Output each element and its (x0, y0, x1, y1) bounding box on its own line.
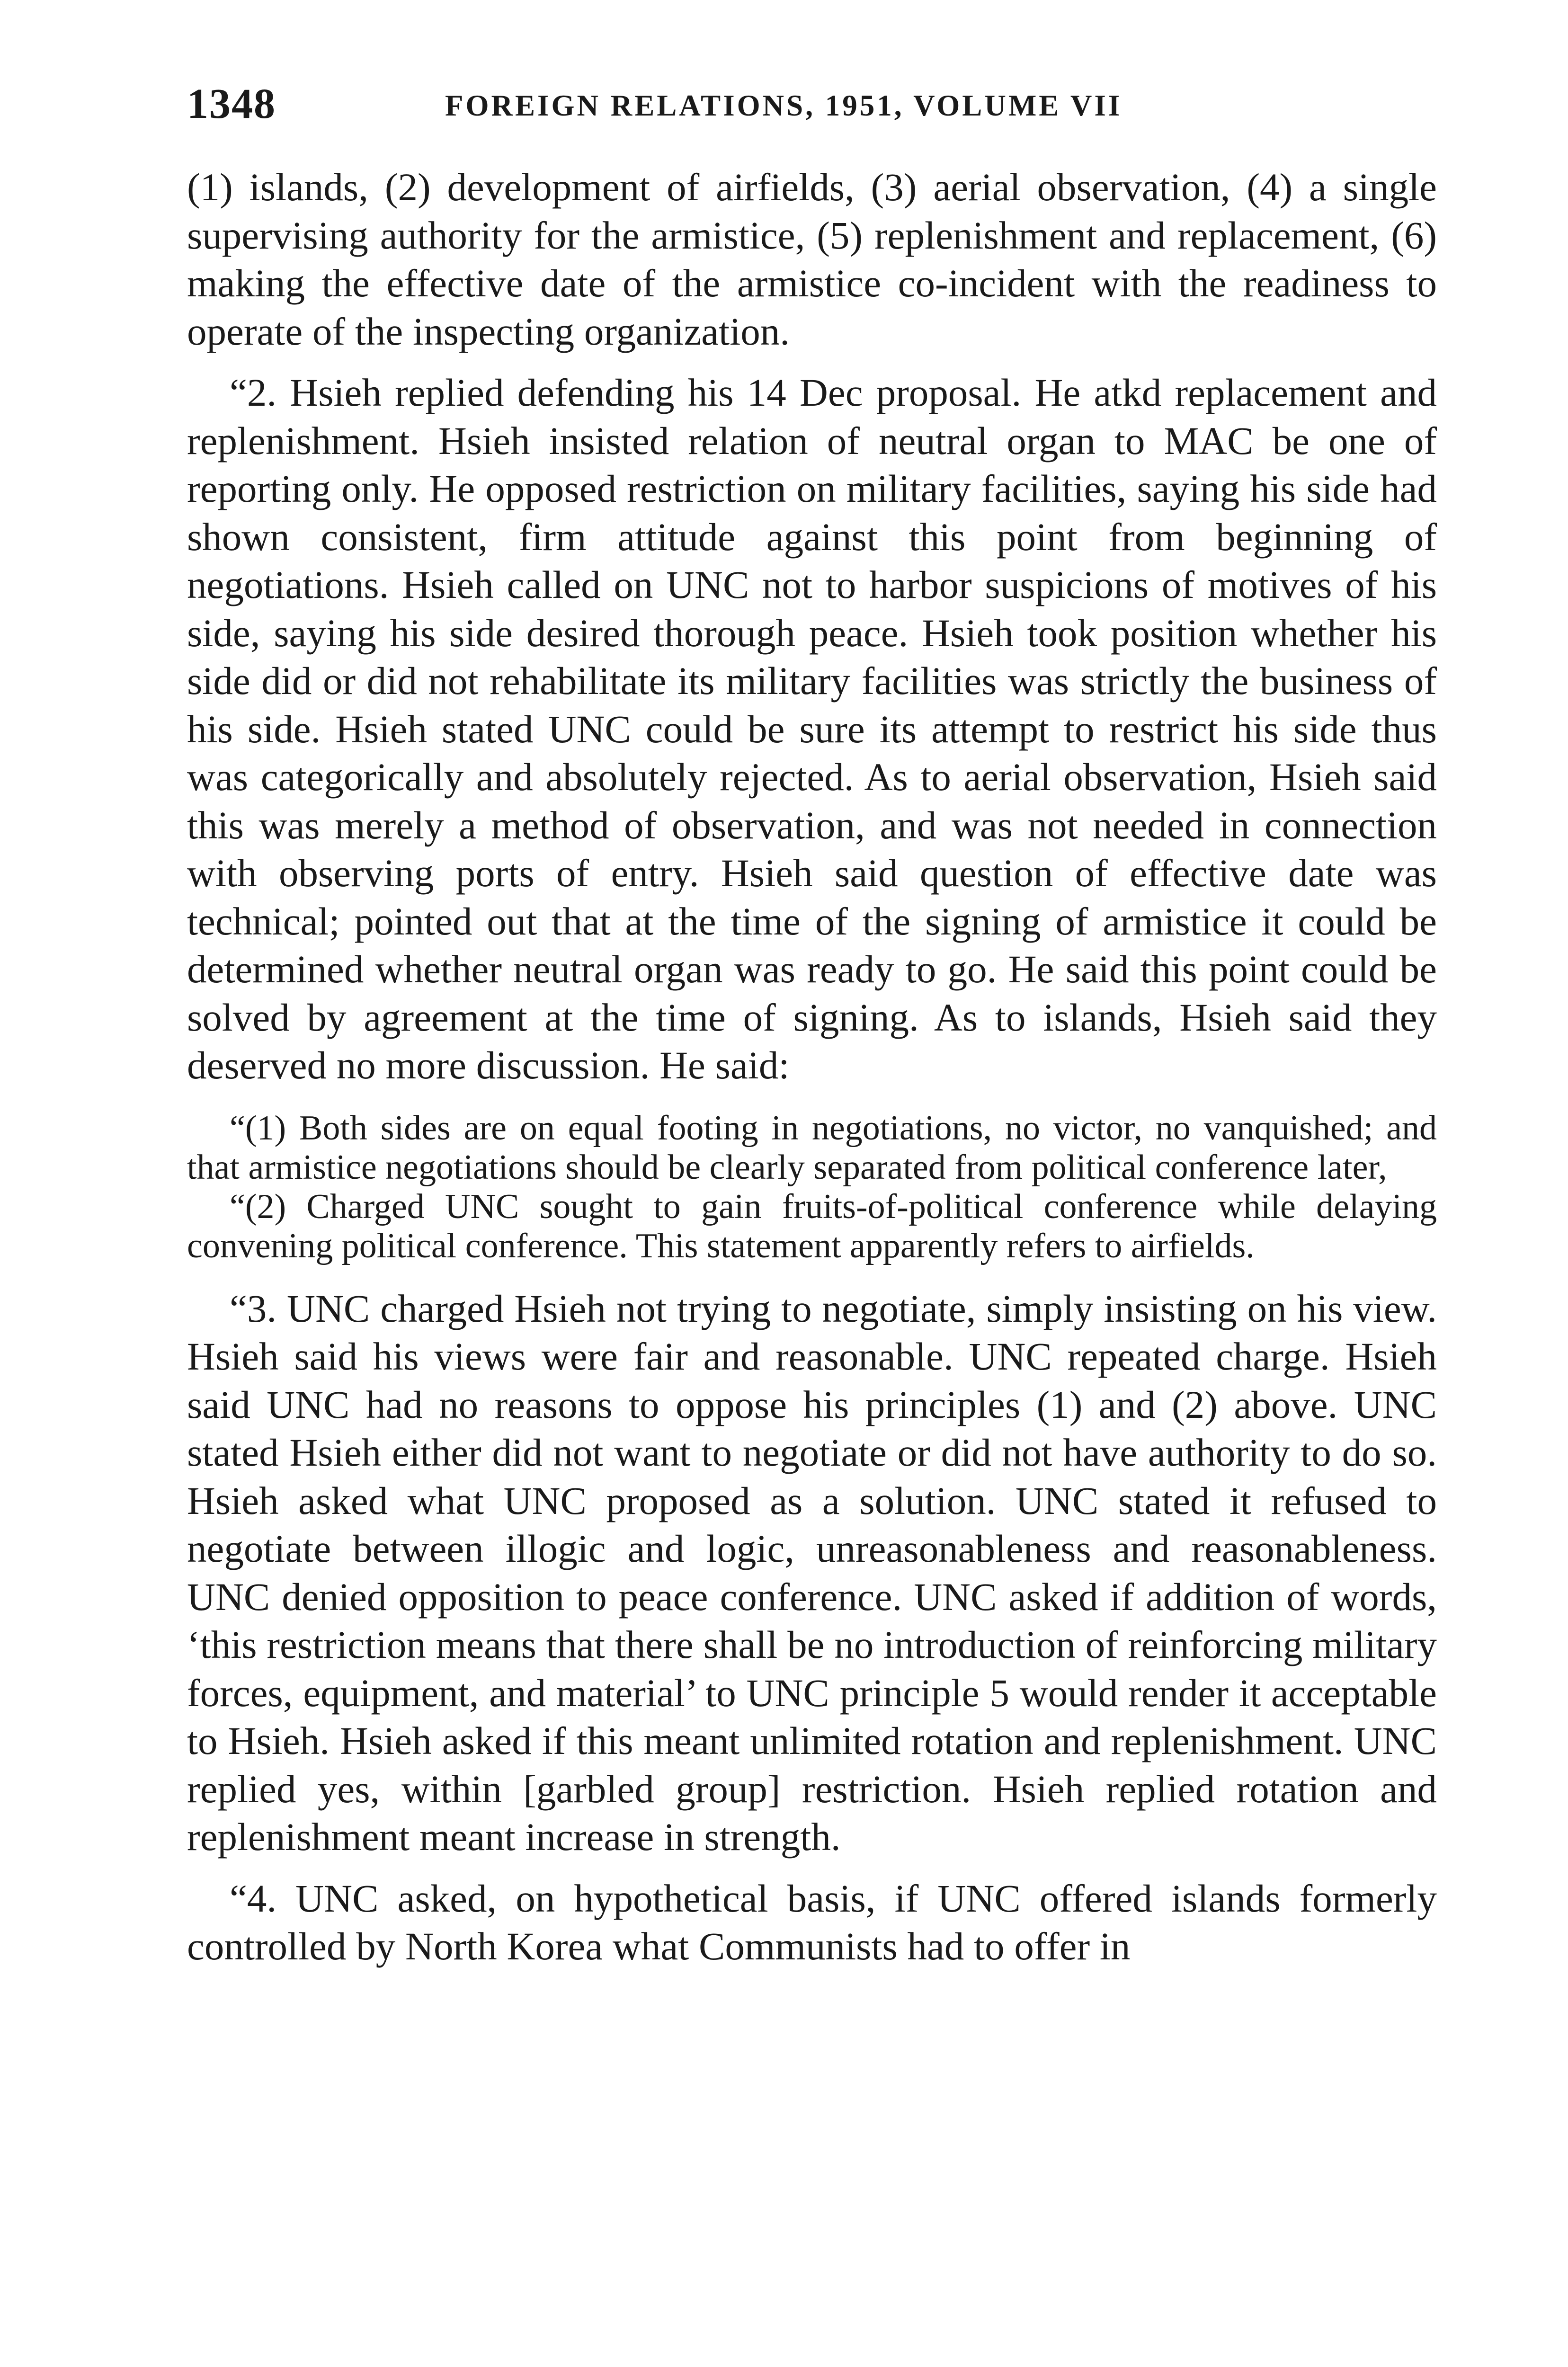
running-title: FOREIGN RELATIONS, 1951, VOLUME VII (445, 89, 1123, 122)
paragraph-gap (187, 1090, 1437, 1109)
paragraph-4: “4. UNC asked, on hypothetical basis, if UNC offered islands formerly controlled by North Korea what Communists had to offer in (187, 1876, 1437, 1968)
paragraph-gap (187, 1266, 1437, 1285)
paragraph-1: (1) islands, (2) development of airfields, (3) aerial observation, (4) a single supervising authority for the armistice, (5) replenishment and replacement, (6) making the effective date of the armistice co-incident with the readiness to operate of the inspecting organization. (187, 165, 1437, 353)
running-head (187, 78, 1437, 130)
quoted-item-1: “(1) Both sides are on equal footing in negotiations, no victor, no vanquished; and that armistice negotiations should be clearly separated from political conference later, (187, 1108, 1437, 1187)
paragraph-gap (187, 1861, 1437, 1875)
paragraph-2: “2. Hsieh replied defending his 14 Dec proposal. He atkd replacement and replenishment. Hsieh insisted relation of neutral organ to MAC be one of reporting only. He opposed restriction on military facilities, saying his side had shown consistent, firm attitude against this point from beginning of negotiations. Hsieh called on UNC not to harbor suspicions of motives of his side, saying his side desired thorough peace. Hsieh took position whether his side did or did not rehabilitate its military facilities was strictly the business of his side. Hsieh stated UNC could be sure its attempt to restrict his side thus was categorically and absolutely rejected. As to aerial observation, Hsieh said this was merely a method of observation, and was not needed in connection with observing ports of entry. Hsieh said question of effective date was technical; pointed out that at the time of the signing of armistice it could be determined whether neutral organ was ready to go. He said this point could be solved by agreement at the time of signing. As to islands, Hsieh said they deserved no more discussion. He said: (187, 371, 1437, 1087)
quoted-item-2: “(2) Charged UNC sought to gain fruits-of-political conference while delaying convening political conference. This statement apparently refers to airfields. (187, 1187, 1437, 1265)
paragraph-3: “3. UNC charged Hsieh not trying to negotiate, simply insisting on his view. Hsieh said his views were fair and reasonable. UNC repeated charge. Hsieh said UNC had no reasons to oppose his principles (1) and (2) above. UNC stated Hsieh either did not want to negotiate or did not have authority to do so. Hsieh asked what UNC proposed as a solution. UNC stated it refused to negotiate between illogic and logic, unreasonableness and reasonableness. UNC denied opposition to peace conference. UNC asked if addition of words, ‘this restriction means that there shall be no introduction of reinforcing military forces, equipment, and material’ to UNC principle 5 would render it acceptable to Hsieh. Hsieh asked if this meant unlimited rotation and replenishment. UNC replied yes, within [garbled group] restriction. Hsieh replied rotation and replenishment meant increase in strength. (187, 1286, 1437, 1859)
page-number: 1348 (187, 80, 276, 127)
body-text (187, 163, 1437, 1971)
paragraph-gap (187, 356, 1437, 369)
